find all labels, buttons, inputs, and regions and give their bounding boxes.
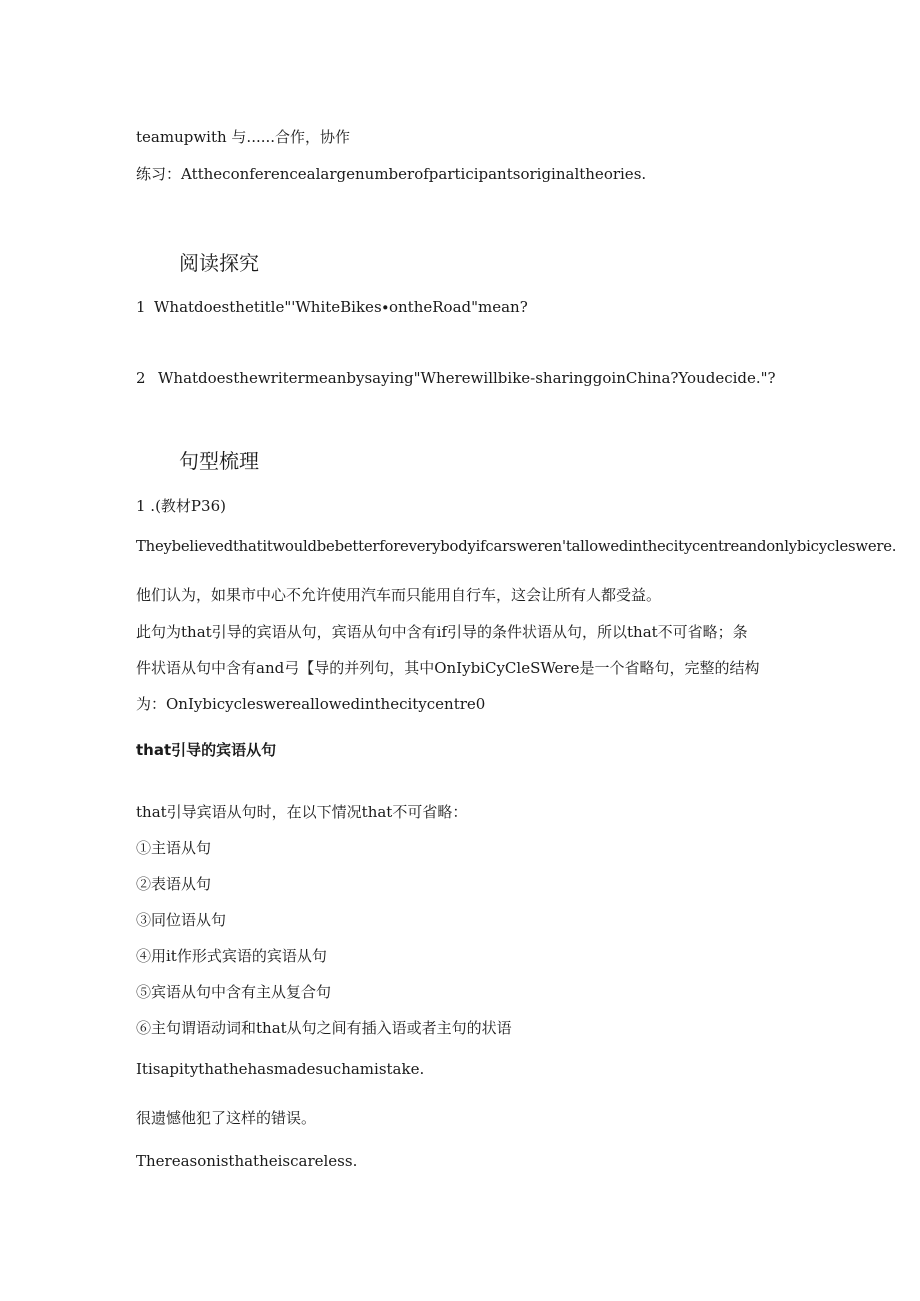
patterns-item-label: 1 .(教材P36) bbox=[136, 497, 226, 515]
patterns-explain-line-1: 此句为that引导的宾语从句，宾语从句中含有if引导的条件状语从句，所以that不可省略；条 bbox=[136, 623, 748, 641]
question-text: Whatdoesthetitle"'WhiteBikes∙ontheRoad"mean? bbox=[154, 298, 528, 316]
grammar-heading: that引导的宾语从句 bbox=[136, 741, 277, 759]
patterns-sentence-en: Theybelievedthatitwouldbebetterforeverybodyifcarsweren'tallowedinthecitycentreandonlybicycleswere. bbox=[136, 538, 897, 555]
patterns-explain-line-3: 为：OnIybicycleswereallowedinthecitycentre0 bbox=[136, 695, 486, 713]
reading-question-2 bbox=[136, 368, 776, 388]
grammar-case: ④用it作形式宾语的宾语从句 bbox=[136, 947, 327, 965]
reading-heading: 阅读探究 bbox=[179, 251, 259, 275]
grammar-example-1-en: Itisapitythathehasmadesuchamistake. bbox=[136, 1060, 425, 1078]
grammar-case: ⑤宾语从句中含有主从复合句 bbox=[136, 983, 332, 1001]
patterns-sentence-zh: 他们认为，如果市中心不允许使用汽车而只能用自行车，这会让所有人都受益。 bbox=[136, 586, 662, 604]
grammar-case: ②表语从句 bbox=[136, 875, 212, 893]
patterns-heading: 句型梳理 bbox=[179, 449, 259, 473]
grammar-example-1-zh: 很遗憾他犯了这样的错误。 bbox=[136, 1109, 317, 1127]
grammar-example-2-en: Thereasonisthatheiscareless. bbox=[136, 1152, 358, 1170]
grammar-intro: that引导宾语从句时，在以下情况that不可省略： bbox=[136, 803, 468, 821]
vocab-exercise: 练习：Attheconferencealargenumberofparticipantsoriginaltheories. bbox=[136, 165, 647, 183]
grammar-case: ⑥主句谓语动词和that从句之间有插入语或者主句的状语 bbox=[136, 1019, 512, 1037]
grammar-case: ③同位语从句 bbox=[136, 911, 227, 929]
question-text: Whatdoesthewritermeanbysaying"Wherewillbike-sharinggoinChina?Youdecide."? bbox=[158, 369, 776, 387]
vocab-phrase: teamupwith 与......合作，协作 bbox=[136, 128, 351, 146]
reading-question-1 bbox=[136, 297, 528, 317]
question-number: 2 bbox=[136, 369, 146, 387]
question-number: 1 bbox=[136, 298, 146, 316]
patterns-explain-line-2: 件状语从句中含有and弓【导的并列句，其中OnIybiCyCleSWere是一个省略句，完整的结构 bbox=[136, 659, 760, 677]
grammar-case: ①主语从句 bbox=[136, 839, 212, 857]
